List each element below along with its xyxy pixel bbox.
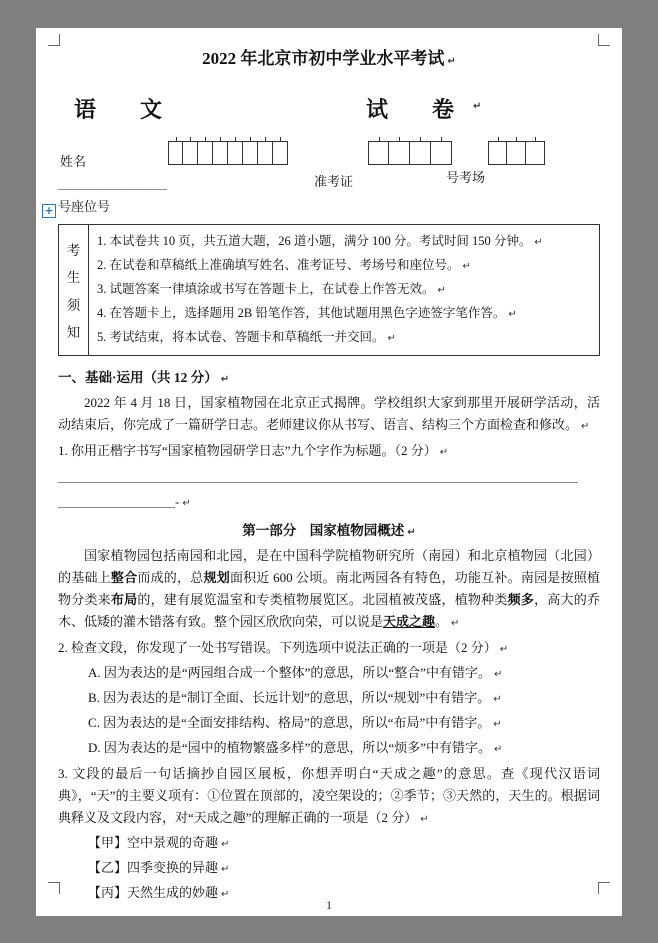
- page-number: 1: [326, 898, 332, 912]
- paragraph-mark-icon: ↵: [387, 333, 396, 344]
- notice-side-char: 须: [66, 297, 81, 313]
- paragraph-mark-icon: ↵: [451, 618, 460, 629]
- grid-cell: [431, 141, 452, 165]
- grid-cell: [258, 141, 273, 165]
- option-yi: 【乙】四季变换的异趣 ↵: [88, 860, 230, 875]
- grid-cell: [198, 141, 213, 165]
- notice-side-char: 知: [66, 325, 81, 341]
- table-move-handle-icon[interactable]: +: [42, 204, 56, 218]
- paragraph-mark-icon: ↵: [221, 864, 230, 875]
- grid-cell: [389, 141, 410, 165]
- seat-number-grid: [488, 141, 545, 165]
- question-2: 2. 检查文段，你发现了一处书写错误。下列选项中说法正确的一项是（2 分） ↵: [58, 640, 509, 655]
- crop-mark-top-right-icon: [598, 34, 610, 46]
- paragraph-mark-icon: ↵: [493, 719, 502, 730]
- notice-body: [89, 225, 599, 355]
- paragraph-mark-icon: ↵: [407, 527, 416, 538]
- doc-title: [58, 46, 600, 75]
- paragraph-mark-icon: ↵: [420, 814, 429, 825]
- section-heading: 一、基础·运用（共 12 分） ↵: [58, 370, 230, 385]
- subject-name: 语 文: [74, 97, 163, 122]
- notice-side-char: 考: [66, 242, 81, 258]
- notice-side-label: [59, 225, 89, 355]
- grid-cell: [273, 141, 288, 165]
- crop-mark-bottom-left-icon: [48, 882, 60, 894]
- grid-cell: [213, 141, 228, 165]
- name-field-grid: [168, 141, 288, 165]
- notice-side-char: 生: [66, 270, 81, 286]
- name-label: 姓名: [60, 154, 87, 169]
- option-b: B. 因为表达的是“制订全面、长远计划”的意思，所以“规划”中有错字。 ↵: [88, 690, 502, 705]
- grid-cell: [168, 141, 183, 165]
- paragraph-mark-icon: ↵: [534, 237, 543, 248]
- candidate-info-block: [58, 135, 600, 195]
- paragraph-mark-icon: ↵: [439, 447, 449, 458]
- answer-blank-line: ＿＿＿＿＿＿＿＿＿＿＿＿＿＿＿＿＿＿＿＿＿＿＿＿＿＿＿＿＿＿＿＿＿＿＿＿＿＿＿＿: [58, 469, 579, 484]
- name-underline: ＿＿＿＿＿＿＿＿＿: [58, 176, 167, 191]
- paragraph-mark-icon: ↵: [437, 285, 446, 296]
- paragraph-mark-icon: ↵: [462, 261, 471, 272]
- question-3: 3. 文段的最后一句话摘抄自园区展板，你想弄明白“天成之趣”的意思。查《现代汉语词典》，“天”的主要义项有：①位置在顶部的，凌空架设的；②季节；③天然的，天生的。根据词典释义及文段内容，对“天成之趣”的理解正确的一项是（2 分） ↵: [58, 766, 600, 825]
- notice-item: 1. 本试卷共 10 页，共五道大题，26 道小题，满分 100 分。考试时间 150 分钟。 ↵: [97, 234, 543, 248]
- option-d: D. 因为表达的是“园中的植物繁盛多样”的意思，所以“烦多”中有错字。 ↵: [88, 740, 503, 755]
- grid-cell: [243, 141, 258, 165]
- question-1: 1. 你用正楷字书写“国家植物园研学日志”九个字作为标题。（2 分） ↵: [58, 443, 449, 458]
- grid-cell: [228, 141, 243, 165]
- paragraph-mark-icon: ↵: [499, 644, 509, 655]
- seat-number-label: 号座位号: [58, 199, 111, 214]
- emphasized-term: 天成之趣: [383, 614, 436, 629]
- part1-title: 第一部分 国家植物园概述 ↵: [242, 523, 416, 538]
- emphasized-term: 布局: [110, 592, 138, 607]
- emphasized-term: 整合: [110, 570, 138, 585]
- doc-title-text: 2022 年北京市初中学业水平考试: [202, 49, 445, 68]
- notice-item: 3. 试题答案一律填涂或书写在答题卡上，在试卷上作答无效。 ↵: [97, 282, 446, 296]
- grid-cell: [507, 141, 526, 165]
- grid-cell: [410, 141, 431, 165]
- option-c: C. 因为表达的是“全面安排结构、格局”的意思，所以“布局”中有错字。 ↵: [88, 715, 502, 730]
- paragraph-mark-icon: ↵: [493, 694, 502, 705]
- paragraph-mark-icon: ↵: [182, 498, 191, 509]
- paragraph-mark-icon: ↵: [493, 669, 503, 680]
- page: [36, 28, 622, 916]
- paragraph-mark-icon: ↵: [473, 101, 482, 112]
- grid-cell: [488, 141, 507, 165]
- exam-room-label: 号考场: [446, 170, 486, 185]
- notice-item: 2. 在试卷和草稿纸上准确填写姓名、准考证号、考场号和座位号。 ↵: [97, 258, 471, 272]
- paragraph-mark-icon: ↵: [493, 744, 503, 755]
- paragraph-mark-icon: ↵: [221, 889, 230, 900]
- option-bing: 【丙】天然生成的妙趣 ↵: [88, 885, 230, 900]
- subject-row: [58, 85, 600, 133]
- exam-number-label: 准考证: [314, 174, 354, 189]
- intro-paragraph: 2022 年 4 月 18 日，国家植物园在北京正式揭牌。学校组织大家到那里开展研学活动，活动结束后，你完成了一篇研学日志。老师建议你从书写、语言、结构三个方面检查和修改。 ↵: [58, 395, 600, 432]
- emphasized-term: 频多: [507, 592, 535, 607]
- option-jia: 【甲】空中景观的奇趣 ↵: [88, 835, 230, 850]
- paragraph-mark-icon: ↵: [447, 56, 456, 67]
- grid-cell: [183, 141, 198, 165]
- grid-cell: [368, 141, 389, 165]
- emphasized-term: 规划: [203, 570, 230, 585]
- notice-table: [58, 224, 600, 356]
- passage-paragraph: 国家植物园包括南园和北园，是在中国科学院植物研究所（南园）和北京植物园（北园）的基础上整合而成的，总规划面积近 600 公顷。南北两园各有特色，功能互补。南园是按照植物分类来布局的，建有展览温室和专类植物展览区。北园植被茂盛，植物种类频多，高大的乔木、低矮的灌木错落有致。整个园区欣欣向荣，可以说是天成之趣。 ↵: [58, 548, 600, 629]
- paragraph-mark-icon: ↵: [220, 374, 230, 385]
- option-a: A. 因为表达的是“两园组合成一个整体”的意思，所以“整合”中有错字。 ↵: [88, 665, 503, 680]
- paragraph-mark-icon: ↵: [221, 839, 230, 850]
- grid-cell: [526, 141, 545, 165]
- paragraph-mark-icon: ↵: [508, 309, 517, 320]
- exam-number-grid: [368, 141, 452, 165]
- notice-item: 4. 在答题卡上，选择题用 2B 铅笔作答，其他试题用黑色字迹签字笔作答。 ↵: [97, 306, 517, 320]
- notice-item: 5. 考试结束，将本试卷、答题卡和草稿纸一并交回。 ↵: [97, 330, 396, 344]
- crop-mark-bottom-right-icon: [598, 882, 610, 894]
- answer-blank-line: ＿＿＿＿＿＿＿＿＿- ↵: [58, 494, 191, 509]
- paper-type: 试 卷: [366, 97, 455, 122]
- crop-mark-top-left-icon: [48, 34, 60, 46]
- paragraph-mark-icon: ↵: [581, 421, 590, 432]
